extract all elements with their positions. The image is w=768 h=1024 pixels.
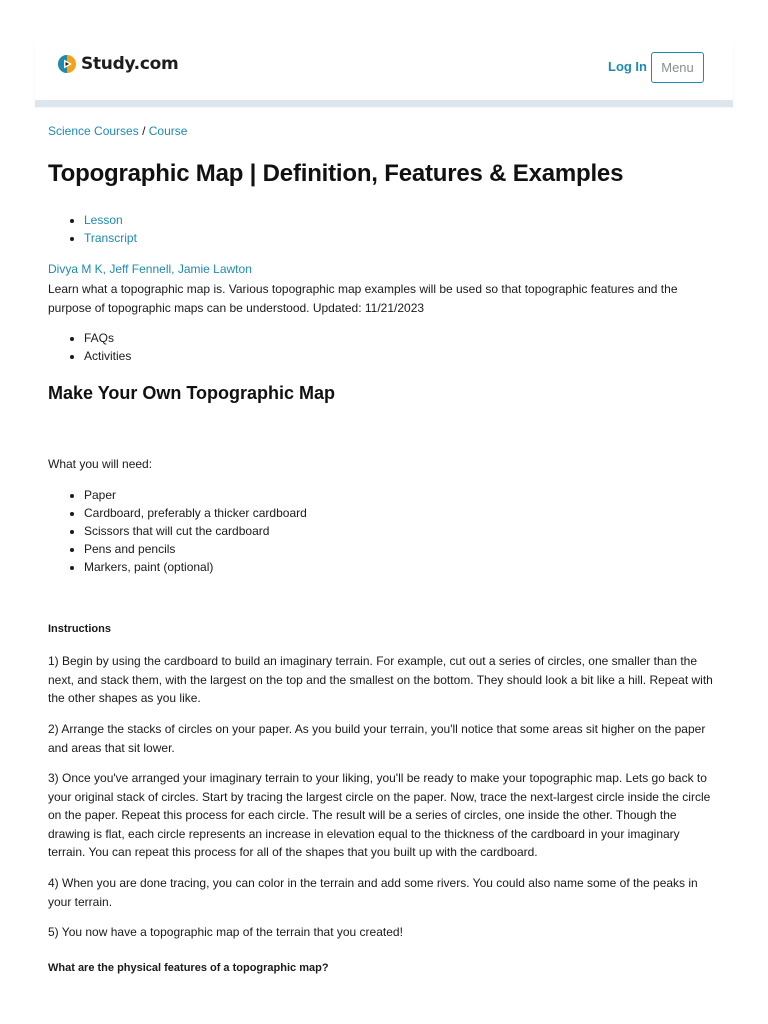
section-list: [48, 329, 131, 365]
page-title: Topographic Map | Definition, Features & Examples: [48, 160, 624, 187]
tab-lesson-link[interactable]: Lesson: [84, 213, 123, 227]
materials-list: [48, 486, 307, 576]
author-links[interactable]: Divya M K, Jeff Fennell, Jamie Lawton: [48, 262, 252, 276]
list-item: • Paper: [84, 486, 307, 504]
tab-transcript-link[interactable]: Transcript: [84, 231, 137, 245]
list-item: • Cardboard, preferably a thicker cardboard: [84, 504, 307, 522]
breadcrumb-separator: /: [142, 124, 146, 138]
study-play-icon: [57, 54, 77, 74]
instruction-step-3: 3) Once you've arranged your imaginary terrain to your liking, you'll be ready to make your topographic map. Lets go back to your original stack of circles. Start by tracing the largest circle on the paper. Now, trace the next-largest circle inside the circle on the paper. Repeat this process for each circle. The result will be a series of circles, one inside the other. Though the drawing is flat, each circle represents an increase in elevation equal to the thickness of the cardboard in your imaginary terrain. You can repeat this process for all of the shapes that you built up with the cardboard.: [48, 771, 711, 859]
instruction-step-4: 4) When you are done tracing, you can color in the terrain and add some rivers. You could also name some of the peaks in your terrain.: [48, 876, 698, 909]
needs-label: What you will need:: [48, 457, 153, 471]
login-link[interactable]: Log In: [608, 59, 647, 74]
section-item-activities: • Activities: [84, 347, 131, 365]
list-item: • Scissors that will cut the cardboard: [84, 522, 307, 540]
lesson-tabs: [48, 211, 137, 247]
breadcrumb-course[interactable]: Course: [148, 124, 188, 138]
instruction-step-2: 2) Arrange the stacks of circles on your paper. As you build your terrain, you'll notice that some areas sit higher on the paper and areas that sit lower.: [48, 722, 706, 755]
section-item-faqs: • FAQs: [84, 329, 131, 347]
breadcrumb: [48, 124, 187, 138]
instruction-step-5: 5) You now have a topographic map of the terrain that you created!: [48, 925, 403, 939]
activity-heading: Make Your Own Topographic Map: [48, 383, 336, 403]
list-item: • Markers, paint (optional): [84, 558, 307, 576]
site-header: [35, 40, 733, 107]
instruction-step-1: 1) Begin by using the cardboard to build an imaginary terrain. For example, cut out a series of circles, one smaller than the next, and stack them, with the largest on the top and the smallest on the bottom. They should look a bit like a hill. Repeat with the other shapes as you like.: [48, 654, 713, 705]
logo-text: Study.com: [81, 54, 179, 74]
list-item: • Pens and pencils: [84, 540, 307, 558]
breadcrumb-science-courses[interactable]: Science Courses: [48, 124, 139, 138]
instructions-heading: Instructions: [48, 623, 111, 635]
tab-lesson[interactable]: [84, 211, 137, 229]
tab-transcript[interactable]: [84, 229, 137, 247]
lesson-description: Learn what a topographic map is. Various topographic map examples will be used so that topographic features and the purpose of topographic maps can be understood. Updated: 11/21/2023: [48, 282, 678, 315]
faq-question: What are the physical features of a topographic map?: [48, 962, 329, 974]
menu-button[interactable]: Menu: [651, 52, 704, 83]
logo-link[interactable]: [57, 54, 178, 74]
